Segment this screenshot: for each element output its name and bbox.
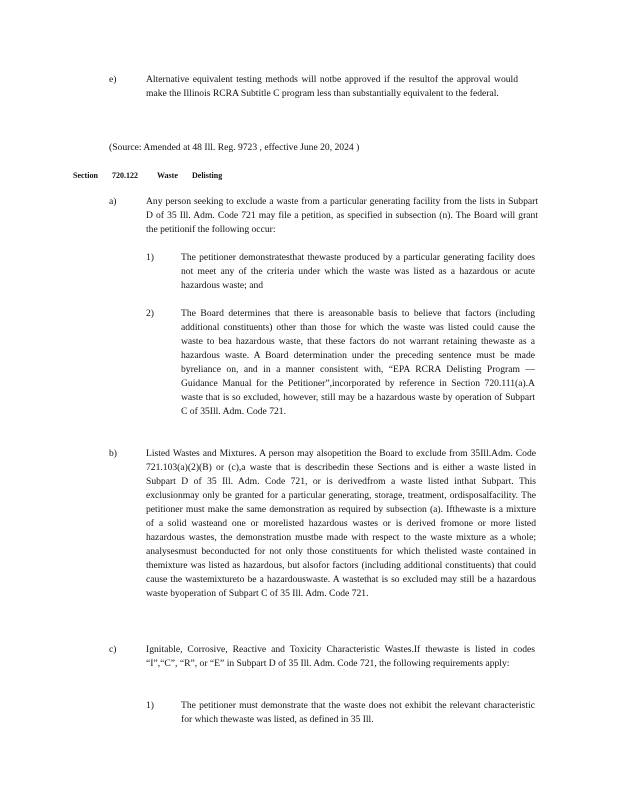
item-e-label: e) (109, 74, 117, 85)
section-number: 720.122 (112, 171, 138, 180)
section-label: Section (73, 171, 98, 180)
item-a-sub1-label: 1) (146, 252, 154, 263)
item-b-label: b) (109, 448, 117, 459)
item-c-label: c) (109, 644, 117, 655)
item-b-text: Listed Wastes and Mixtures. A person may alsopetition the Board to exclude from 35Ill.Adm. Code 721.103(a)(2)(B) or (c),a waste that is describedin these Sections and is either a waste listed in Subpart D of 35 Ill. Adm. Code 721, or is derivedfrom a waste listed inthat Subpart. This exclusionmay only be granted for a particular generating, storage, treatment, ordisposalfacility. The petitioner must make the same demonstration as required by subsection (a). Ifthewaste is a mixture of a solid wasteand one or morelisted hazardous wastes or is derived fromone or more listed hazardous wastes, the demonstration mustbe made with respect to the waste mixture as a whole; analysesmust beconducted for not only those constituents for which thelisted waste contained in themixture was listed as hazardous, but alsofor factors (including additional constituents) that could cause the wastemixtureto be a hazardouswaste. A wastethat is so excluded may still be a hazardous waste byoperation of Subpart C of 35 Ill. Adm. Code 721. (146, 448, 536, 599)
item-a-label: a) (109, 196, 117, 207)
item-a-sub2-label: 2) (146, 308, 154, 319)
item-c-text: Ignitable, Corrosive, Reactive and Toxicity Characteristic Wastes.If thewaste is listed in codes “I”,“C”, “R”, or “E” in Subpart D of 35 Ill. Adm. Code 721, the following requirements apply: (146, 644, 535, 669)
item-a-sub2-text: The Board determines that there is areasonable basis to believe that factors (including additional constituents) other than those for which the waste was listed could cause the waste to bea hazardous waste, that these factors do not warrant retaining thewaste as a hazardous waste. A Board determination under the preceding sentence must be made byreliance on, and in a manner consistent with, “EPA RCRA Delisting Program — Guidance Manual for the Petitioner”,incorporated by reference in Section 720.111(a).A waste that is so excluded, however, still may be a hazardous waste by operation of Subpart C of 35Ill. Adm. Code 721. (181, 308, 535, 417)
item-c-sub1-text: The petitioner must demonstrate that the waste does not exhibit the relevant characteristic for which thewaste was listed, as defined in 35 Ill. (181, 700, 535, 725)
item-e-text: Alternative equivalent testing methods will notbe approved if the resultof the approval would make the Illinois RCRA Subtitle C program less than substantially equivalent to the federal. (146, 74, 518, 99)
section-title-word-1: Waste (157, 171, 178, 180)
item-a-sub1-text: The petitioner demonstratesthat thewaste produced by a particular generating facility does not meet any of the criteria under which the waste was listed as a hazardous or acute hazardous waste; and (181, 252, 535, 291)
item-a-text: Any person seeking to exclude a waste from a particular generating facility from the lists in Subpart D of 35 Ill. Adm. Code 721 may file a petition, as specified in subsection (n). The Board will grant the petitionif the following occur: (146, 196, 538, 235)
section-title-word-2: Delisting (192, 171, 223, 180)
source-note: (Source: Amended at 48 Ill. Reg. 9723 , effective June 20, 2024 ) (109, 142, 360, 153)
item-c-sub1-label: 1) (146, 700, 154, 711)
